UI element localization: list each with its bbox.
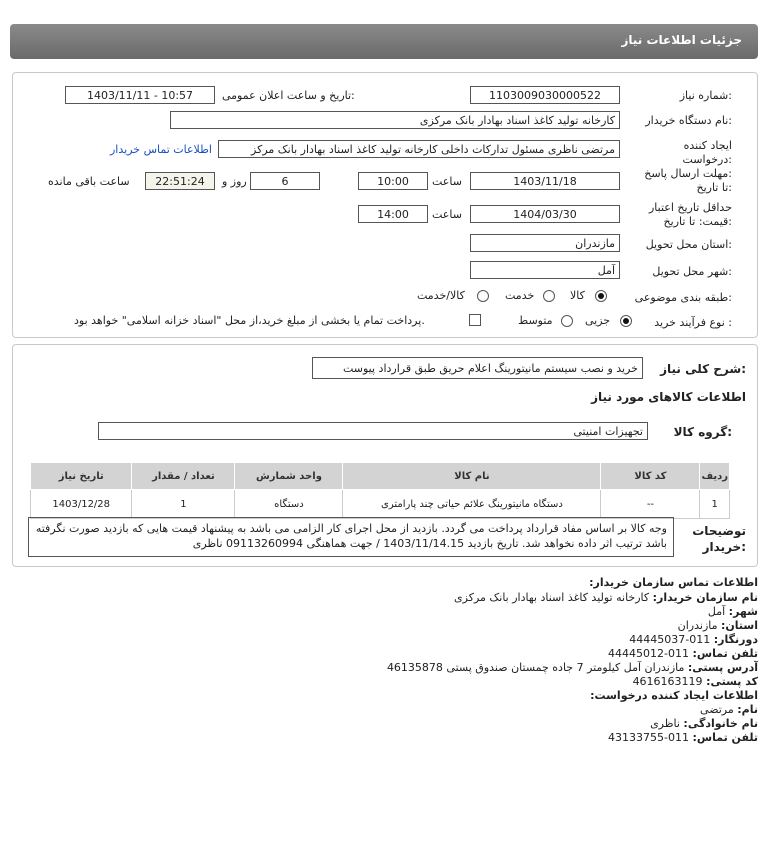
- category-radio-goods[interactable]: [595, 290, 607, 302]
- requester-field[interactable]: مرتضی ناظری مسئول تدارکات داخلی کارخانه تولید کاغذ اسناد بهادار بانک مرکز: [218, 140, 620, 158]
- cell-row: 1: [700, 490, 730, 519]
- category-option-both: کالا/خدمت: [417, 289, 465, 302]
- col-name: نام کالا: [343, 463, 601, 490]
- category-radio-service[interactable]: [543, 290, 555, 302]
- notes-text: وجه کالا بر اساس مفاد قرارداد پرداخت می گردد. بازدید از محل اجرای کار الزامی می باشد به پیشنهاد قیمت هایی که بازدید صورت نگرفته باشد ترتیب اثر داده نخواهد شد. تاریخ بازدید 1403/11/14.15 / جهت هماهنگی 09113260994 ناظری: [28, 517, 674, 557]
- contact-province: استان: مازندران: [677, 619, 758, 632]
- creator-name: نام: مرتضی: [700, 703, 758, 716]
- days-label: روز و: [222, 175, 247, 188]
- page-header: [10, 24, 758, 59]
- cell-date: 1403/12/28: [31, 490, 132, 519]
- announce-label: تاریخ و ساعت اعلان عمومی:: [222, 89, 355, 102]
- city-label: شهر محل تحویل:: [652, 265, 732, 278]
- process-radio-medium[interactable]: [561, 315, 573, 327]
- requester-label: ایجاد کننده: [683, 139, 732, 152]
- process-option-medium: متوسط: [518, 314, 553, 327]
- process-label: نوع فرآیند خرید :: [654, 316, 732, 329]
- days-field[interactable]: 6: [250, 172, 320, 190]
- col-qty: تعداد / مقدار: [132, 463, 235, 490]
- reply-time-field[interactable]: 10:00: [358, 172, 428, 190]
- col-date: تاریخ نیاز: [31, 463, 132, 490]
- creator-title: اطلاعات ایجاد کننده درخواست:: [590, 689, 758, 702]
- reply-date-field[interactable]: 1403/11/18: [470, 172, 620, 190]
- remaining-label: ساعت باقی مانده: [48, 175, 130, 188]
- process-option-minor: جزیی: [585, 314, 611, 327]
- reply-deadline-label: مهلت ارسال پاسخ:: [644, 167, 732, 180]
- validity-time-label: ساعت: [432, 208, 462, 221]
- buyer-contact-link[interactable]: اطلاعات تماس خریدار: [110, 143, 212, 156]
- buyer-org-field[interactable]: کارخانه تولید کاغذ اسناد بهادار بانک مرکزی: [170, 111, 620, 129]
- cell-unit: دستگاه: [235, 490, 343, 519]
- contact-org: نام سازمان خریدار: کارخانه تولید کاغذ اسناد بهادار بانک مرکزی: [454, 591, 758, 604]
- contact-address: آدرس پستی: مازندران آمل کیلومتر 7 جاده چمستان صندوق پستی 46135878: [386, 661, 758, 674]
- validity-label: حداقل تاریخ اعتبار: [648, 201, 732, 214]
- province-field[interactable]: مازندران: [470, 234, 620, 252]
- notes-label: توضیحات: [692, 524, 746, 538]
- reply-deadline-label-2: تا تاریخ:: [696, 181, 732, 194]
- reply-time-label: ساعت: [432, 175, 462, 188]
- desc-field: خرید و نصب سیستم مانیتورینگ اعلام حریق طبق قرارداد پیوست: [312, 357, 643, 379]
- table-row[interactable]: [31, 490, 730, 519]
- treasury-checkbox[interactable]: [469, 314, 481, 326]
- category-label: طبقه بندی موضوعی:: [634, 291, 732, 304]
- category-option-service: خدمت: [505, 289, 535, 302]
- announce-field[interactable]: 1403/11/11 - 10:57: [65, 86, 215, 104]
- need-number-field[interactable]: 1103009030000522: [470, 86, 620, 104]
- table-header-row: [31, 463, 730, 490]
- col-unit: واحد شمارش: [235, 463, 343, 490]
- validity-date-field[interactable]: 1404/03/30: [470, 205, 620, 223]
- province-label: استان محل تحویل:: [645, 238, 732, 251]
- payment-note: پرداخت تمام یا بخشی از مبلغ خرید،از محل "اسناد خزانه اسلامی" خواهد بود.: [74, 314, 425, 327]
- category-option-goods: کالا: [570, 289, 585, 302]
- contact-phone: تلفن تماس: 011-44445012: [608, 647, 758, 660]
- validity-time-field[interactable]: 14:00: [358, 205, 428, 223]
- group-label: گروه کالا:: [673, 425, 732, 439]
- contact-city: شهر: آمل: [707, 605, 758, 618]
- contact-postal: کد پستی: 4616163119: [632, 675, 758, 688]
- goods-info-title: اطلاعات کالاهای مورد نیاز: [591, 390, 746, 404]
- goods-table: [30, 462, 730, 519]
- desc-label: شرح کلی نیاز:: [660, 362, 746, 376]
- creator-family: نام خانوادگی: ناظری: [650, 717, 758, 730]
- city-field[interactable]: آمل: [470, 261, 620, 279]
- col-row: ردیف: [700, 463, 730, 490]
- cell-code: --: [601, 490, 700, 519]
- need-number-label: شماره نیاز:: [679, 89, 732, 102]
- group-field: تجهیزات امنیتی: [98, 422, 648, 440]
- col-code: کد کالا: [601, 463, 700, 490]
- category-radio-both[interactable]: [477, 290, 489, 302]
- requester-label-2: درخواست:: [682, 153, 732, 166]
- process-radio-minor[interactable]: [620, 315, 632, 327]
- notes-label-2: خریدار:: [702, 540, 746, 554]
- creator-phone: تلفن تماس: 011-43133755: [608, 731, 758, 744]
- page-title: جزئیات اطلاعات نیاز: [621, 33, 742, 47]
- validity-label-2: قیمت: تا تاریخ:: [663, 215, 732, 228]
- contact-fax: دورنگار: 011-44445037: [629, 633, 758, 646]
- contact-title: اطلاعات تماس سازمان خریدار:: [589, 576, 758, 589]
- cell-name: دستگاه مانیتورینگ علائم حیاتی چند پارامتری: [343, 490, 601, 519]
- cell-qty: 1: [132, 490, 235, 519]
- buyer-org-label: نام دستگاه خریدار:: [645, 114, 732, 127]
- remaining-time-field: 22:51:24: [145, 172, 215, 190]
